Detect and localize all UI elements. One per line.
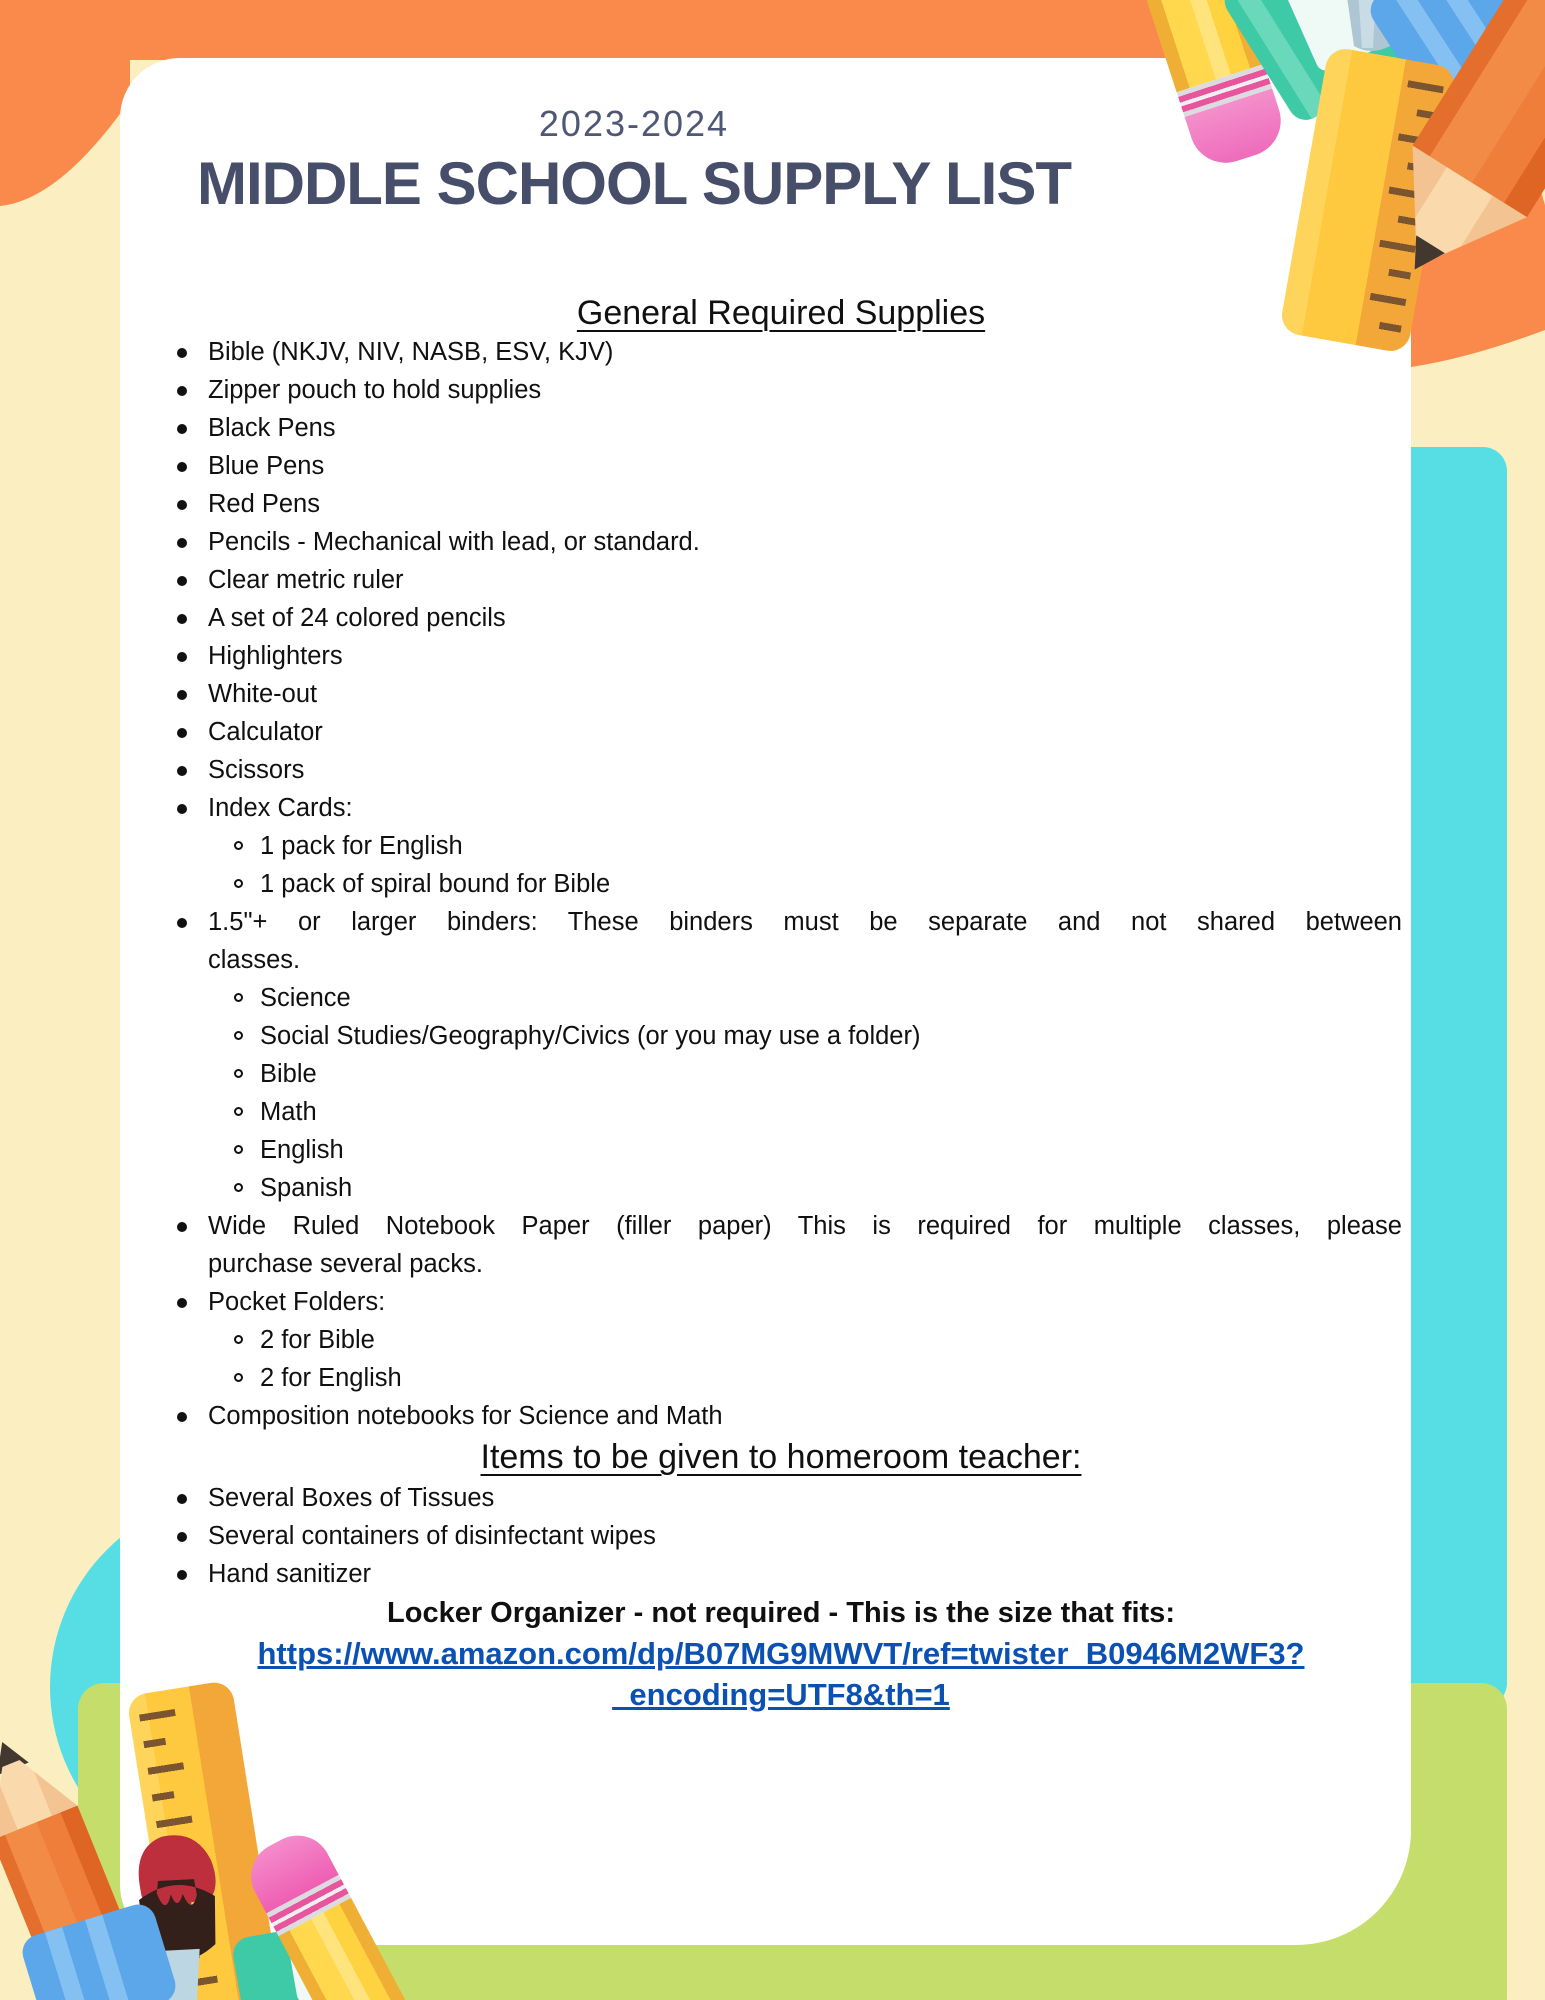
locker-note: Locker Organizer - not required - This is the size that fits: [387,1597,1175,1629]
list-item [208,523,1402,561]
amazon-link-line1[interactable]: https://www.amazon.com/dp/B07MG9MWVT/ref=twister_B0946M2WF3? [257,1636,1305,1671]
list-item-text: Index Cards: [208,794,353,822]
list-item [208,371,1402,409]
bullet-list [208,1479,1402,1593]
list-item-text: classes. [208,946,301,974]
sub-bullet-list [208,1321,1402,1397]
list-item [208,713,1402,751]
school-year: 2023-2024 [538,103,730,144]
list-item-text: Zipper pouch to hold supplies [208,376,542,404]
sub-list-item: Math [260,1093,1402,1131]
list-item-text: Pencils - Mechanical with lead, or standard. [208,528,700,556]
list-item-text: Blue Pens [208,452,325,480]
header [189,58,1079,216]
page-title: MIDDLE SCHOOL SUPPLY LIST [196,150,1072,217]
list-item [208,903,1402,1207]
list-item [208,561,1402,599]
list-item [208,409,1402,447]
bullet-list [208,333,1402,1435]
sub-list-item: Bible [260,1055,1402,1093]
sub-list-item: 2 for English [260,1359,1402,1397]
sub-list-item: Spanish [260,1169,1402,1207]
sub-list-item: 1 pack for English [260,827,1402,865]
amazon-link[interactable] [160,1633,1402,1715]
list-item [208,675,1402,713]
list-item [208,1479,1402,1517]
list-item-text: Bible (NKJV, NIV, NASB, ESV, KJV) [208,338,614,366]
supply-list-card [120,58,1411,1945]
list-item [208,1207,1402,1283]
list-item [208,485,1402,523]
sub-list-item: English [260,1131,1402,1169]
list-item [208,751,1402,789]
sub-list-item: Science [260,979,1402,1017]
list-item-text: White-out [208,680,318,708]
sub-list-item: Social Studies/Geography/Civics (or you may use a folder) [260,1017,1402,1055]
list-item-text: Clear metric ruler [208,566,404,594]
sub-list-item: 2 for Bible [260,1321,1402,1359]
section-heading: Items to be given to homeroom teacher: [480,1438,1082,1476]
sub-list-item: 1 pack of spiral bound for Bible [260,865,1402,903]
list-item [208,1283,1402,1397]
sub-bullet-list [208,827,1402,903]
amazon-link-line2[interactable]: _encoding=UTF8&th=1 [612,1677,950,1712]
list-item-text: Highlighters [208,642,343,670]
sections [208,293,1402,1593]
list-item [208,1397,1402,1435]
list-item-text: 1.5"+ or larger binders: These binders must be separate and not shared between [208,908,1402,936]
list-item [208,333,1402,371]
list-item [208,789,1402,903]
list-item [208,1517,1402,1555]
list-item [208,599,1402,637]
list-item-text: purchase several packs. [208,1250,483,1278]
list-item [208,637,1402,675]
eraser-stripe [85,1915,132,2000]
list-item-text: Scissors [208,756,305,784]
list-item [208,447,1402,485]
list-item-text: Hand sanitizer [208,1560,371,1588]
list-item [208,1555,1402,1593]
list-item-text: Wide Ruled Notebook Paper (filler paper) This is required for multiple classes, please [208,1212,1402,1240]
list-item-text: Calculator [208,718,323,746]
list-item-text: Black Pens [208,414,336,442]
eraser-stripe [45,1927,92,2000]
sub-bullet-list [208,979,1402,1207]
list-item-text: Several Boxes of Tissues [208,1484,495,1512]
list-item-text: Composition notebooks for Science and Math [208,1402,723,1430]
list-item-text: Several containers of disinfectant wipes [208,1522,656,1550]
list-item-text: Red Pens [208,490,320,518]
list-item-text: Pocket Folders: [208,1288,386,1316]
supply-list-content [208,293,1402,1715]
section-heading: General Required Supplies [576,294,986,332]
list-item-text: A set of 24 colored pencils [208,604,506,632]
